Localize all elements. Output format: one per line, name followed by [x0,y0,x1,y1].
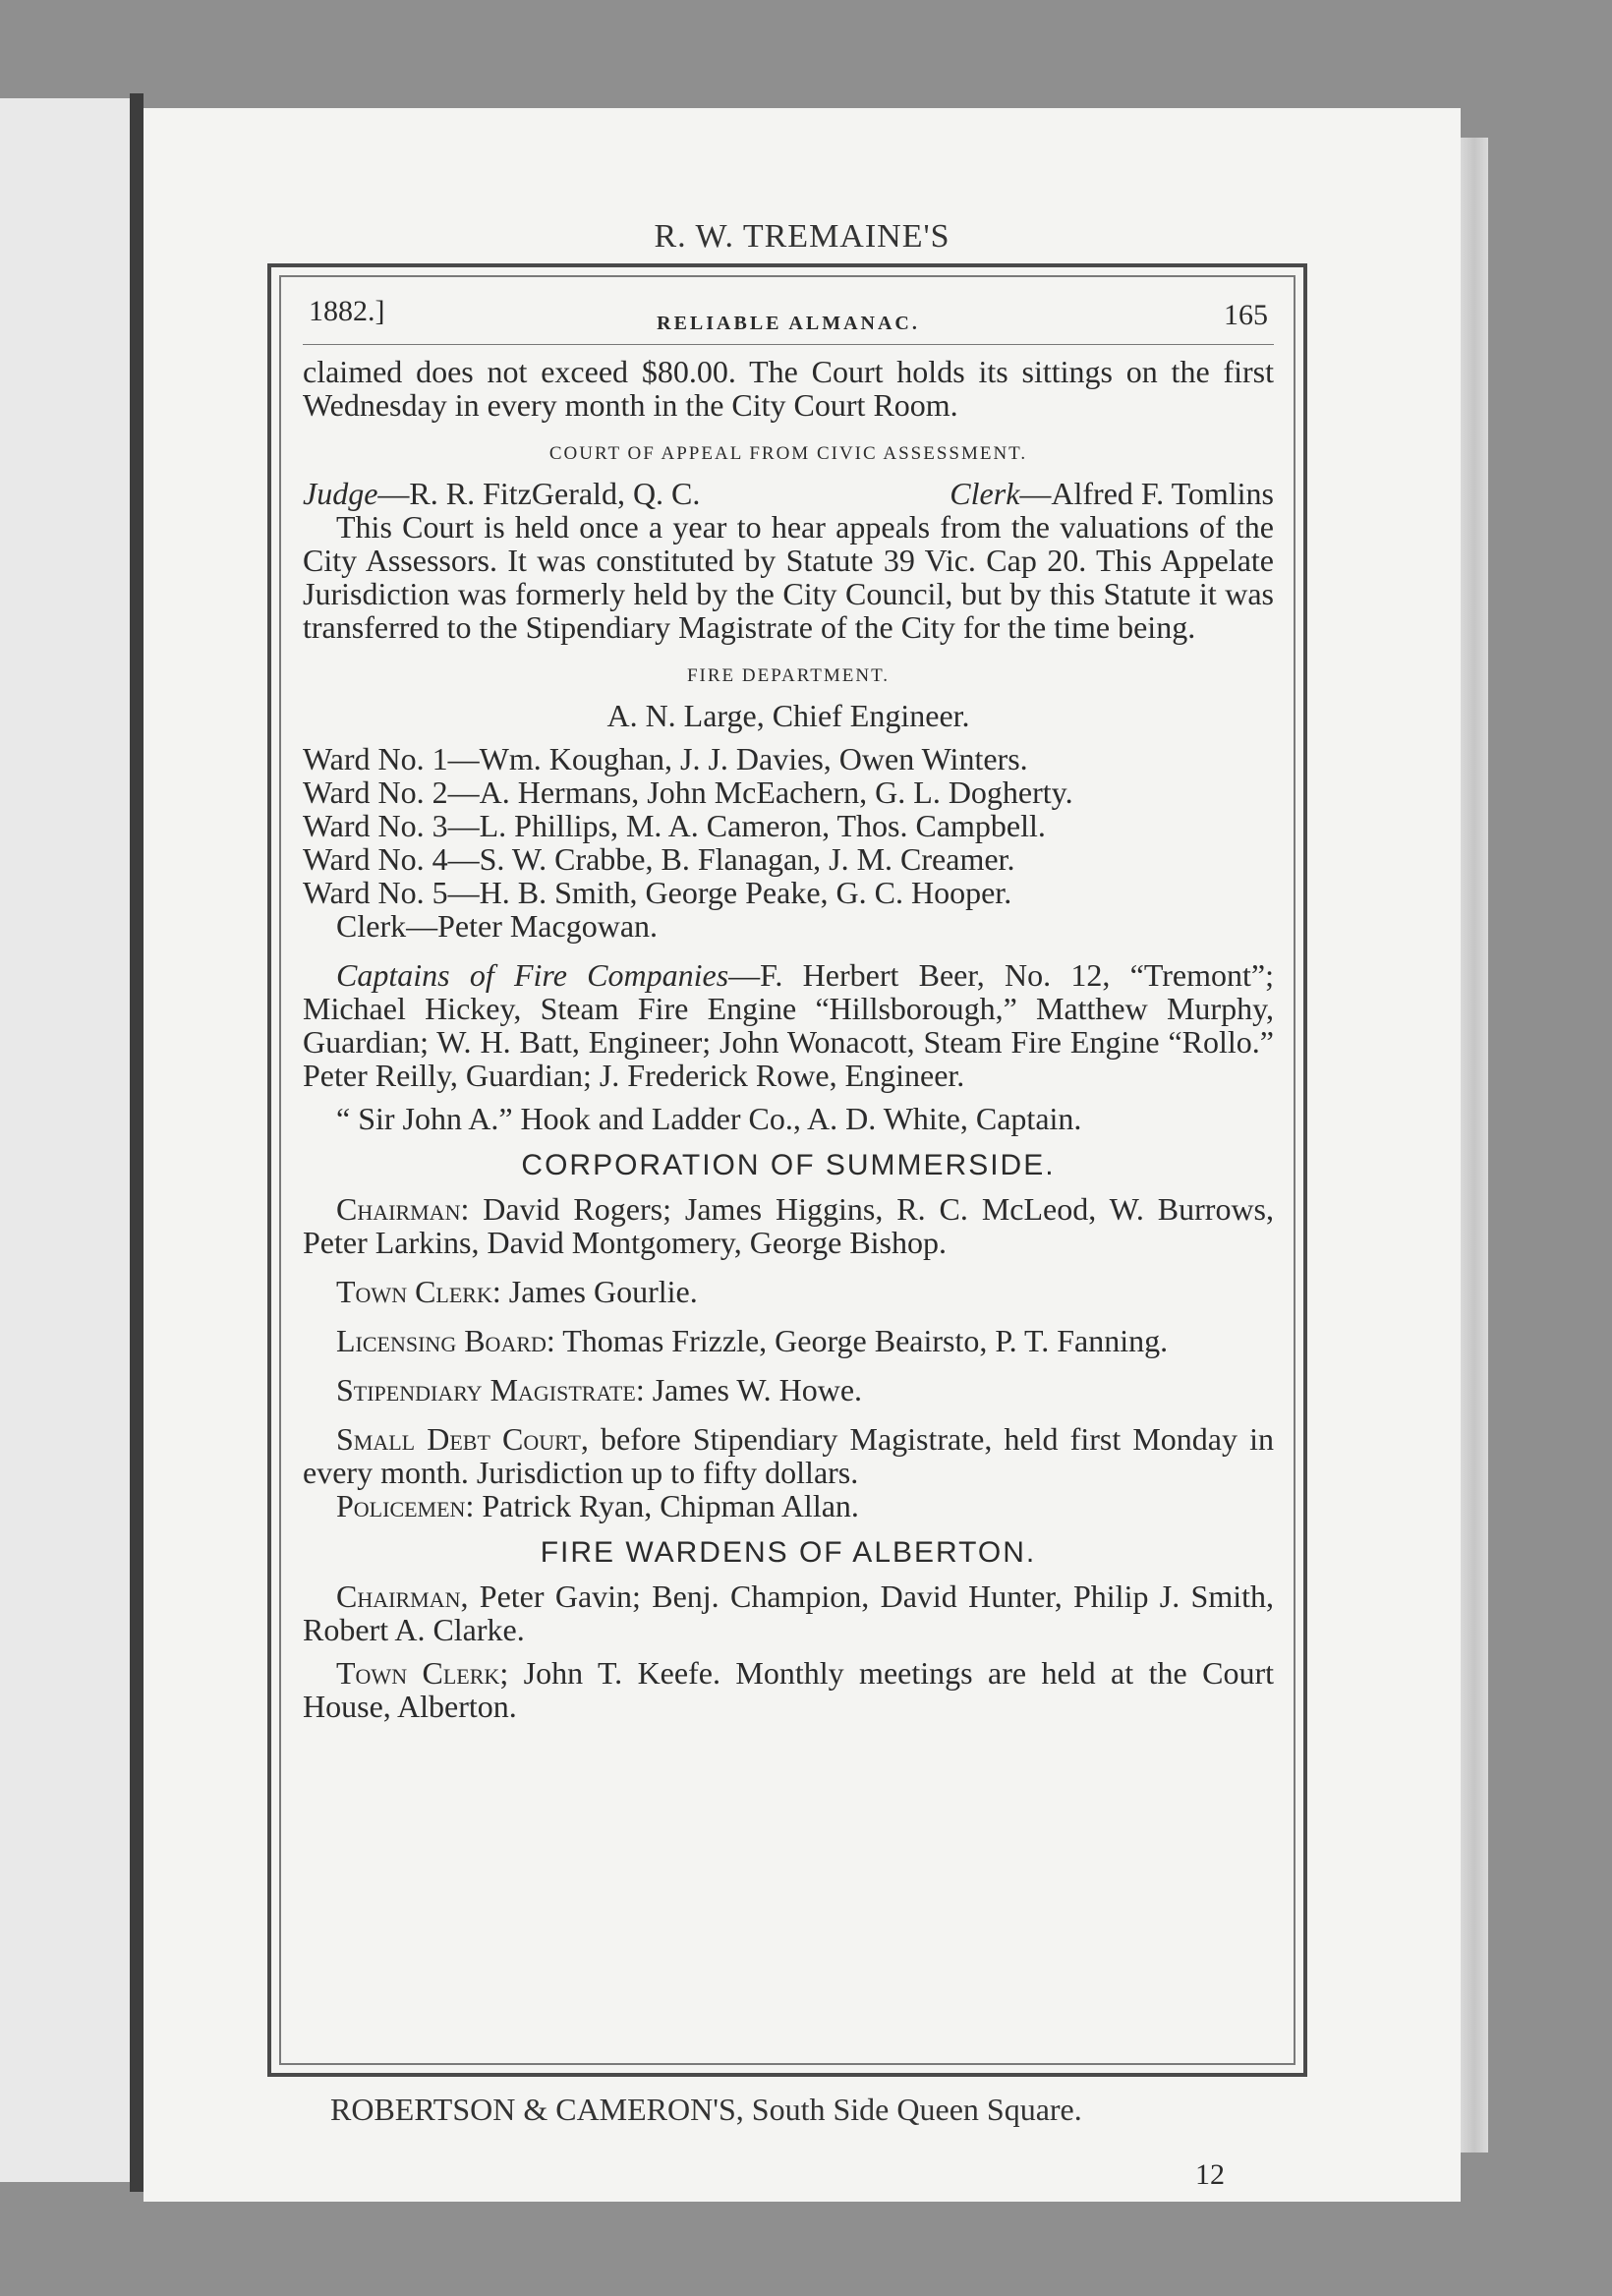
judge-name: —R. R. FitzGerald, Q. C. [377,476,701,511]
summerside-chairman-label: Chairman [336,1191,461,1227]
ward-item: Ward No. 1—Wm. Koughan, J. J. Davies, Owen Winters. [303,741,1028,776]
small-debt-court-label: Small Debt Court [336,1421,581,1457]
frame-content [303,289,1274,2053]
ornamental-frame [267,263,1307,2077]
ward-item: Ward No. 3—L. Phillips, M. A. Cameron, Thos. Campbell. [303,808,1046,843]
running-head-page-number: 165 [1224,299,1268,331]
running-head-year: 1882.] [309,295,385,327]
book-page [144,108,1461,2202]
licensing-board-label: Licensing Board [336,1323,547,1358]
policemen [303,1489,1274,1522]
ward-item: Ward No. 4—S. W. Crabbe, B. Flanagan, J. M. Creamer. [303,841,1015,877]
licensing-board-text: : Thomas Frizzle, George Beairsto, P. T. Fanning. [546,1323,1169,1358]
summerside-chairman-text: : David Rogers; James Higgins, R. C. McLeod, W. Burrows, Peter Larkins, David Montgomery, George Bishop. [303,1191,1274,1260]
summerside-town-clerk-text: : James Gourlie. [491,1274,698,1309]
captains-text: —F. Herbert Beer, No. 12, “Tremont”; Michael Hickey, Steam Fire Engine “Hillsborough,” Matthew Murphy, Guardian; W. H. Batt, Engineer; John Wonacott, Steam Fire Engine “Rollo.” Peter Reilly, Guardian; J. Frederick Rowe, Engineer. [303,957,1275,1093]
summerside-chairman [303,1192,1274,1259]
fire-captains [303,958,1274,1092]
fire-department-heading: FIRE DEPARTMENT. [686,665,891,686]
alberton-chairman-label: Chairman [336,1578,461,1614]
ward-item: Ward No. 5—H. B. Smith, George Peake, G. C. Hooper. [303,875,1012,910]
running-head [303,289,1274,345]
clerk-name: —Alfred F. Tomlins [1019,476,1274,511]
clerk-label: Clerk [950,476,1020,511]
ward-list [303,742,1274,909]
judge-label: Judge [303,476,378,511]
captains-label: Captains of Fire Companies [336,957,729,993]
appeal-court-text: This Court is held once a year to hear appeals from the valuations of the City Assessors. It was constituted by Statute 39 Vic. Cap 20. This Appelate Jurisdiction was formerly held by the City Council, but by this Statute it was transferred to the Stipendiary Magistrate of the City for the time being. [303,509,1274,645]
small-debt-court [303,1422,1274,1489]
policemen-label: Policemen [336,1488,466,1523]
ward-item: Ward No. 2—A. Hermans, John McEachern, G. L. Dogherty. [303,775,1073,810]
stipendiary-magistrate-text: : James W. Howe. [635,1372,863,1407]
summerside-heading: CORPORATION OF SUMMERSIDE. [521,1149,1056,1181]
alberton-town-clerk-label: Town Clerk [336,1655,500,1691]
appeal-officers [303,477,1274,510]
alberton-chairman [303,1579,1274,1646]
summerside-town-clerk [303,1275,1274,1308]
hook-ladder: “ Sir John A.” Hook and Ladder Co., A. D. White, Captain. [336,1101,1082,1136]
alberton-town-clerk [303,1656,1274,1723]
policemen-text: : Patrick Ryan, Chipman Allan. [465,1488,859,1523]
summerside-town-clerk-label: Town Clerk [336,1274,492,1309]
licensing-board [303,1324,1274,1357]
alberton-chairman-text: , Peter Gavin; Benj. Champion, David Hunter, Philip J. Smith, Robert A. Clarke. [303,1578,1274,1647]
facing-page [0,98,138,2182]
alberton-town-clerk-text: ; John T. Keefe. Monthly meetings are held at the Court House, Alberton. [303,1655,1274,1724]
fire-clerk: Clerk—Peter Macgowan. [336,908,659,944]
book-spine [130,93,144,2192]
stipendiary-magistrate-label: Stipendiary Magistrate [336,1372,636,1407]
appeal-court-heading: COURT OF APPEAL FROM CIVIC ASSESSMENT. [548,443,1028,464]
small-debt-court-text: , before Stipendiary Magistrate, held first Monday in every month. Jurisdiction up to fifty dollars. [303,1421,1274,1490]
folio-number: 12 [1195,2158,1225,2191]
running-head-title: RELIABLE ALMANAC. [657,313,920,334]
advertiser-footer: ROBERTSON & CAMERON'S, South Side Queen Square. [330,2092,1082,2127]
alberton-heading: FIRE WARDENS OF ALBERTON. [540,1536,1037,1569]
stipendiary-magistrate [303,1373,1274,1406]
opening-paragraph: claimed does not exceed $80.00. The Court holds its sittings on the first Wednesday in every month in the City Court Room. [303,354,1274,423]
page-edge [1461,138,1488,2152]
chief-engineer: A. N. Large, Chief Engineer. [606,698,970,733]
page-header: R. W. TREMAINE'S [654,218,950,255]
